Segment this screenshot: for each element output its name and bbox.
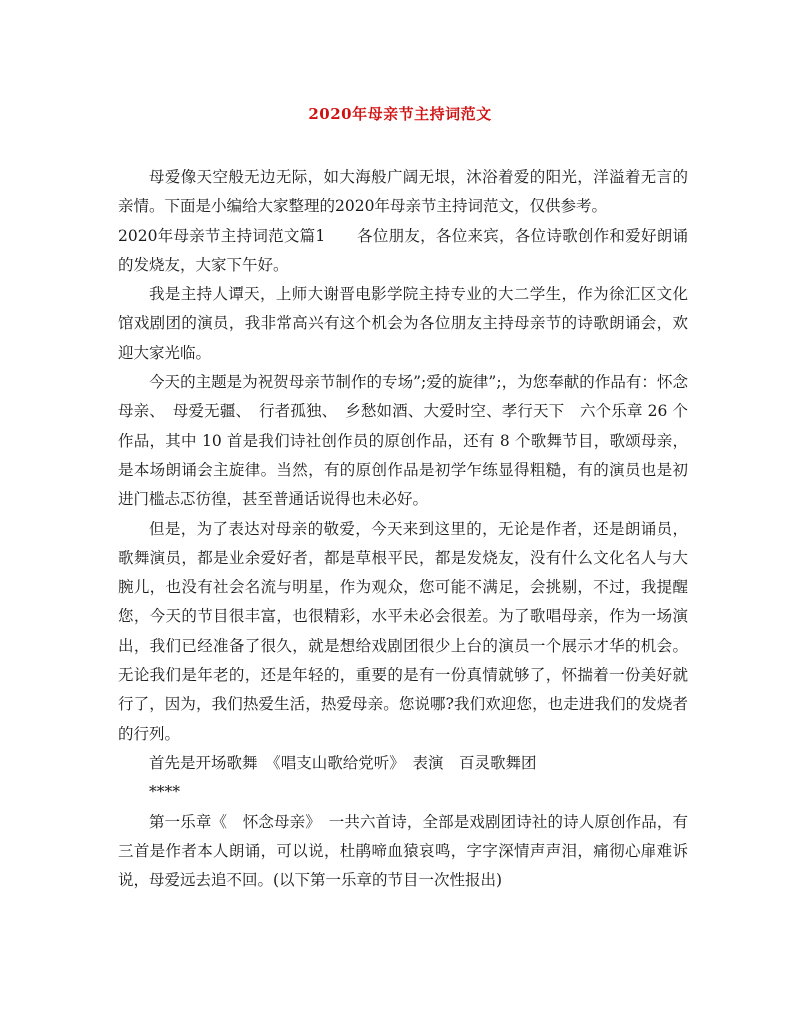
document-body xyxy=(118,163,688,895)
paragraph-appeal: 但是，为了表达对母亲的敬爱，今天来到这里的，无论是作者，还是朗诵员，歌舞演员，都是业余爱好者，都是草根平民，都是发烧友，没有什么文化名人与大腕儿，也没有社会名流与明星，作为观众，您可能不满足，会挑剔，不过，我提醒您，今天的节目很丰富，也很精彩，水平未必会很差。为了歌唱母亲，作为一场演出，我们已经准备了很久，就是想给戏剧团很少上台的演员一个展示才华的机会。无论我们是年老的，还是年轻的，重要的是有一份真情就够了，怀揣着一份美好就行了，因为，我们热爱生活，热爱母亲。您说哪?我们欢迎您，也走进我们的发烧者的行列。 xyxy=(118,519,688,743)
paragraph-host-intro: 我是主持人谭天，上师大谢晋电影学院主持专业的大二学生，作为徐汇区文化馆戏剧团的演员，我非常高兴有这个机会为各位朋友主持母亲节的诗歌朗诵会，欢迎大家光临。 xyxy=(118,285,688,362)
paragraph-intro: 母爱像天空般无边无际，如大海般广阔无垠，沐浴着爱的阳光，洋溢着无言的亲情。下面是小编给大家整理的2020年母亲节主持词范文，仅供参考。 xyxy=(118,168,688,216)
paragraph-theme: 今天的主题是为祝贺母亲节制作的专场”;爱的旋律”;，为您奉献的作品有：怀念母亲、 母爱无疆、 行者孤独、 乡愁如酒、大爱时空、孝行天下 六个乐章 26 个作品，其中 10 首是我们诗社创作员的原创作品，还有 8 个歌舞节目，歌颂母亲，是本场朗诵会主旋律。当然，有的原创作品是初学乍练显得粗糙，有的演员也是初进门槛忐忑彷徨，甚至普通话说得也未必好。 xyxy=(118,373,688,509)
paragraph-opening-act: 首先是开场歌舞 《唱支山歌给党听》 表演 百灵歌舞团 xyxy=(149,753,537,772)
paragraph-chapter-one: 第一乐章《 怀念母亲》 一共六首诗，全部是戏剧团诗社的诗人原创作品，有三首是作者本人朗诵，可以说，杜鹃啼血猿哀鸣，字字深情声声泪，痛彻心扉难诉说，母爱远去追不回。(以下第一乐章的节目一次性报出) xyxy=(118,812,688,890)
paragraph-section-heading: 2020年母亲节主持词范文篇1 各位朋友，各位来宾，各位诗歌创作和爱好朗诵的发烧友，大家下午好。 xyxy=(118,226,688,274)
paragraph-separator: **** xyxy=(149,783,180,802)
document-title: 2020年母亲节主持词范文 xyxy=(308,105,492,123)
